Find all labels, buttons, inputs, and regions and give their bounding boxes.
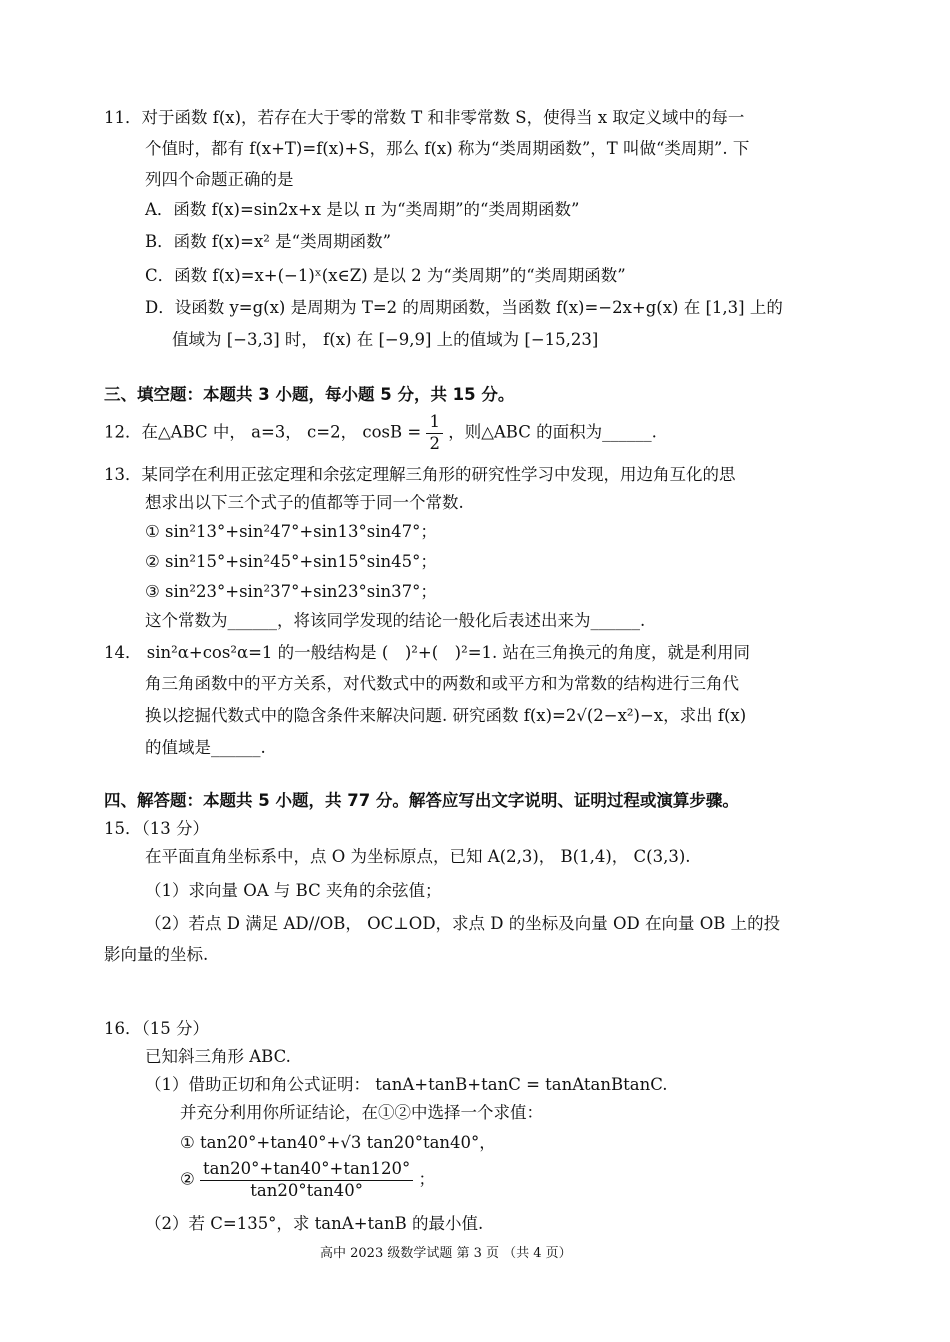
q12-fraction [426, 412, 443, 454]
q15-heading: 15．（13 分） [104, 819, 209, 838]
q16-expression-2-end: ； [418, 1169, 435, 1189]
q12-line [104, 412, 657, 454]
q16-part-1-line-2: 并充分利用你所证结论，在①②中选择一个求值： [180, 1103, 543, 1122]
q11-line-3: 列四个命题正确的是 [145, 170, 294, 189]
q13-line-1: 13．某同学在利用正弦定理和余弦定理解三角形的研究性学习中发现，用边角互化的思 [104, 465, 736, 484]
q11-option-b: B．函数 f(x)=x² 是“类周期函数” [145, 232, 392, 251]
q16-heading: 16．（15 分） [104, 1019, 209, 1038]
q13-line-2: 想求出以下三个式子的值都等于同一个常数. [145, 493, 464, 512]
q14-line-2: 角三角函数中的平方关系，对代数式中的两数和或平方和为常数的结构进行三角代 [145, 674, 739, 693]
q12-text-pre: 12．在△ABC 中， a=3， c=2， cosB = [104, 422, 422, 442]
q15-part-1: （1）求向量 OA 与 BC 夹角的余弦值； [145, 881, 442, 900]
q13-expression-1: ① sin²13°+sin²47°+sin13°sin47°； [145, 522, 437, 541]
q12-text-post: ，则△ABC 的面积为______. [448, 422, 657, 442]
q14-line-4: 的值域是______. [145, 738, 266, 757]
q15-part-2-line-1: （2）若点 D 满足 AD//OB， OC⊥OD，求点 D 的坐标及向量 OD 在向量 OB 上的投 [145, 914, 781, 933]
q11-option-c: C．函数 f(x)=x+(−1)ˣ(x∈Z) 是以 2 为“类周期”的“类周期函数” [145, 266, 626, 285]
q14-line-3: 换以挖掘代数式中的隐含条件来解决问题. 研究函数 f(x)=2√(2−x²)−x，求出 f(x) [145, 706, 747, 725]
q12-fraction-denominator: 2 [429, 433, 440, 453]
q16-expression-2-marker: ② [180, 1169, 195, 1189]
q15-line-1: 在平面直角坐标系中，点 O 为坐标原点，已知 A(2,3)， B(1,4)， C(3,3). [145, 847, 691, 866]
page-footer: 高中 2023 级数学试题 第 3 页 （共 4 页） [320, 1246, 572, 1261]
q13-expression-3: ③ sin²23°+sin²37°+sin23°sin37°； [145, 582, 437, 601]
q11-line-2: 个值时，都有 f(x+T)=f(x)+S，那么 f(x) 称为“类周期函数”，T 叫做“类周期”. 下 [145, 139, 750, 158]
q13-line-3: 这个常数为______，将该同学发现的结论一般化后表述出来为______. [145, 611, 646, 630]
q16-part-1: （1）借助正切和角公式证明： tanA+tanB+tanC = tanAtanBtanC. [145, 1075, 668, 1094]
q16-line-1: 已知斜三角形 ABC. [145, 1047, 291, 1066]
q11-option-a: A．函数 f(x)=sin2x+x 是以 π 为“类周期”的“类周期函数” [145, 200, 580, 219]
q12-fraction-numerator: 1 [426, 412, 443, 434]
section-4-heading: 四、解答题：本题共 5 小题，共 77 分。解答应写出文字说明、证明过程或演算步骤。 [104, 791, 739, 810]
q11-option-d-line-2: 值域为 [−3,3] 时， f(x) 在 [−9,9] 上的值域为 [−15,23] [172, 330, 599, 349]
q16-expression-1: ① tan20°+tan40°+√3 tan20°tan40°， [180, 1133, 496, 1152]
q16-expression-2-numerator: tan20°+tan40°+tan120° [200, 1159, 413, 1181]
section-3-heading: 三、填空题：本题共 3 小题，每小题 5 分，共 15 分。 [104, 385, 515, 404]
q16-expression-2-fraction [200, 1159, 413, 1201]
q11-option-d-line-1: D．设函数 y=g(x) 是周期为 T=2 的周期函数，当函数 f(x)=−2x+g(x) 在 [1,3] 上的 [145, 298, 783, 317]
q16-expression-2-denominator: tan20°tan40° [250, 1180, 363, 1200]
q13-expression-2: ② sin²15°+sin²45°+sin15°sin45°； [145, 552, 437, 571]
q16-part-2: （2）若 C=135°，求 tanA+tanB 的最小值. [145, 1214, 484, 1233]
q11-line-1: 11．对于函数 f(x)，若存在大于零的常数 T 和非零常数 S，使得当 x 取定义域中的每一 [104, 108, 745, 127]
q14-line-1: 14． sin²α+cos²α=1 的一般结构是 ( )²+( )²=1. 站在三角换元的角度，就是利用同 [104, 643, 751, 662]
q16-expression-2 [180, 1159, 435, 1201]
q15-part-2-line-2: 影向量的坐标. [104, 945, 209, 964]
